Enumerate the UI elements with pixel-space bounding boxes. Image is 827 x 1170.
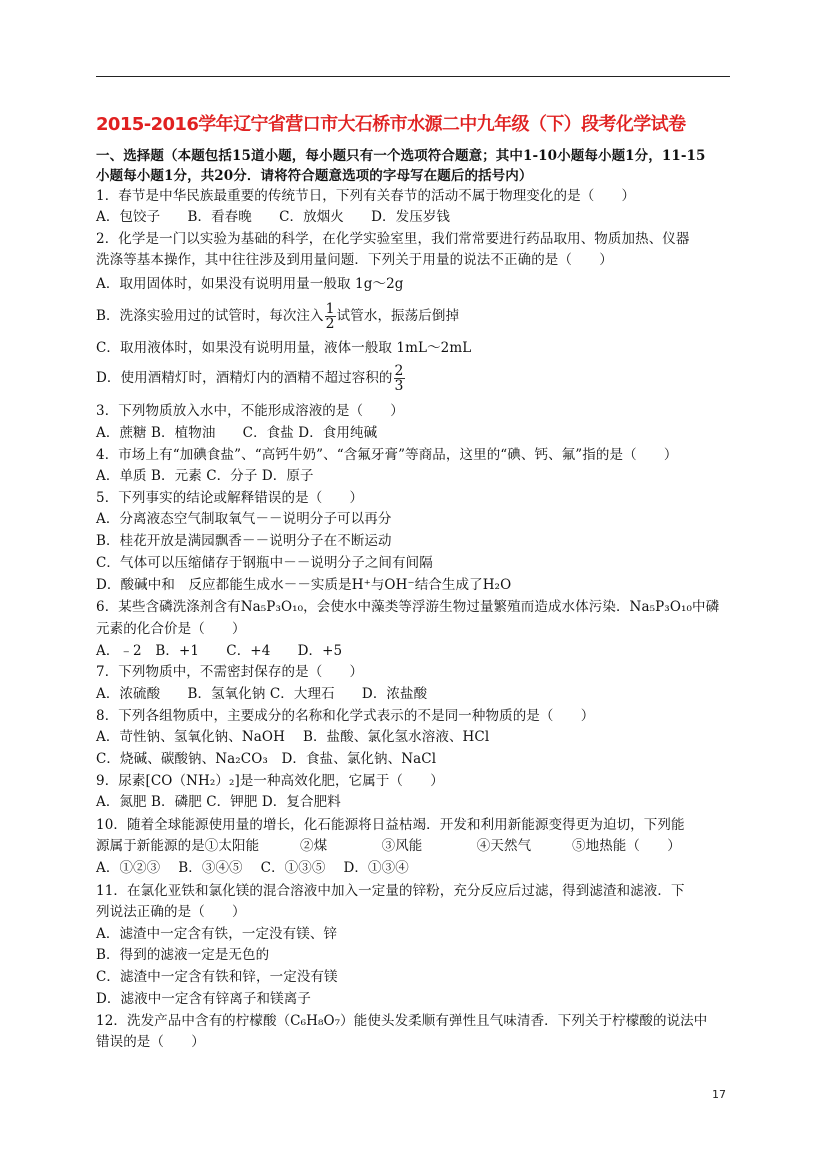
question-8: 8．下列各组物质中，主要成分的名称和化学式表示的不是同一种物质的是（ ） xyxy=(96,708,595,724)
q6-options: A．﹣2 B．+1 C．+4 D．+5 xyxy=(96,643,343,659)
fraction-one-half xyxy=(325,302,336,331)
section-heading-line1: 一、选择题（本题包括15道小题，每小题只有一个选项符合题意；其中1-10小题每小题1分，11-15 xyxy=(96,148,706,164)
fraction-denominator: 2 xyxy=(325,316,335,332)
question-10-line1: 10．随着全球能源使用量的增长，化石能源将日益枯竭．开发和利用新能源变得更为迫切，下列能 xyxy=(96,817,685,833)
page-title: 2015-2016学年辽宁省营口市大石桥市水源二中九年级（下）段考化学试卷 xyxy=(96,114,686,135)
question-11-line1: 11．在氯化亚铁和氯化镁的混合溶液中加入一定量的锌粉，充分反应后过滤，得到滤渣和滤液．下 xyxy=(96,883,685,899)
q2-option-a: A．取用固体时，如果没有说明用量一般取 1g～2g xyxy=(96,276,404,292)
q4-options: A．单质 B．元素 C．分子 D．原子 xyxy=(96,468,314,484)
q10-options: A．①②③ B．③④⑤ C．①③⑤ D．①③④ xyxy=(96,860,409,876)
section-heading-line2: 小题每小题1分，共20分．请将符合题意选项的字母写在题后的括号内） xyxy=(96,168,533,184)
question-6-line2: 元素的化合价是（ ） xyxy=(96,621,246,637)
fraction-denominator: 3 xyxy=(394,378,404,394)
question-3: 3．下列物质放入水中，不能形成溶液的是（ ） xyxy=(96,403,404,419)
q2-option-d-text: D．使用酒精灯时，酒精灯内的酒精不超过容积的 xyxy=(96,370,393,386)
q9-options: A．氮肥 B．磷肥 C．钾肥 D．复合肥料 xyxy=(96,794,341,810)
q11-option-c: C．滤渣中一定含有铁和锌，一定没有镁 xyxy=(96,969,338,985)
q2-option-b-text: B．洗涤实验用过的试管时，每次注入 xyxy=(96,308,324,324)
header-rule xyxy=(96,76,730,77)
question-1: 1．春节是中华民族最重要的传统节日，下列有关春节的活动不属于物理变化的是（ ） xyxy=(96,188,636,204)
q2-option-c: C．取用液体时，如果没有说明用量，液体一般取 1mL～2mL xyxy=(96,340,472,356)
question-7: 7．下列物质中，不需密封保存的是（ ） xyxy=(96,664,364,680)
q2-option-d xyxy=(96,364,736,393)
q7-options: A．浓硫酸 B．氢氧化钠 C．大理石 D．浓盐酸 xyxy=(96,686,428,702)
fraction-two-thirds xyxy=(394,364,405,393)
question-10-line2: 源属于新能源的是①太阳能 ②煤 ③风能 ④天然气 ⑤地热能（ ） xyxy=(96,838,681,854)
q2-option-b-text-end: 试管水，振荡后倒掉 xyxy=(336,308,460,324)
page-number: 17 xyxy=(712,1088,726,1101)
q2-option-b xyxy=(96,302,736,331)
q1-options: A．包饺子 B．看春晚 C．放烟火 D．发压岁钱 xyxy=(96,209,451,225)
fraction-numerator: 1 xyxy=(325,301,335,317)
q5-option-a: A．分离液态空气制取氧气－－说明分子可以再分 xyxy=(96,511,392,527)
question-2-line1: 2．化学是一门以实验为基础的科学，在化学实验室里，我们常常要进行药品取用、物质加热、仪器 xyxy=(96,231,690,247)
q5-option-d: D．酸碱中和 反应都能生成水－－实质是H⁺与OH⁻结合生成了H₂O xyxy=(96,577,512,593)
question-11-line2: 列说法正确的是（ ） xyxy=(96,904,246,920)
fraction-numerator: 2 xyxy=(394,363,404,379)
question-6-line1: 6．某些含磷洗涤剂含有Na₅P₃O₁₀，会使水中藻类等浮游生物过量繁殖而造成水体污染．Na₅P₃O₁₀中磷 xyxy=(96,599,720,615)
q5-option-b: B．桂花开放是满园飘香－－说明分子在不断运动 xyxy=(96,533,392,549)
question-4: 4．市场上有“加碘食盐”、“高钙牛奶”、“含氟牙膏”等商品，这里的“碘、钙、氟”指的是（ ） xyxy=(96,447,678,463)
q8-options-cd: C．烧碱、碳酸钠、Na₂CO₃ D．食盐、氯化钠、NaCl xyxy=(96,751,437,767)
question-9: 9．尿素[CO（NH₂）₂]是一种高效化肥，它属于（ ） xyxy=(96,773,444,789)
question-2-line2: 洗涤等基本操作，其中往往涉及到用量问题．下列关于用量的说法不正确的是（ ） xyxy=(96,252,613,268)
q3-options: A．蔗糖 B．植物油 C．食盐 D．食用纯碱 xyxy=(96,425,378,441)
q11-option-b: B．得到的滤液一定是无色的 xyxy=(96,947,270,963)
q5-option-c: C．气体可以压缩储存于钢瓶中－－说明分子之间有间隔 xyxy=(96,555,433,571)
q11-option-d: D．滤液中一定含有锌离子和镁离子 xyxy=(96,991,311,1007)
question-12-line2: 错误的是（ ） xyxy=(96,1034,205,1050)
question-5: 5．下列事实的结论或解释错误的是（ ） xyxy=(96,490,364,506)
q11-option-a: A．滤渣中一定含有铁，一定没有镁、锌 xyxy=(96,926,338,942)
q8-options-ab: A．苛性钠、氢氧化钠、NaOH B．盐酸、氯化氢水溶液、HCl xyxy=(96,729,490,745)
question-12-line1: 12．洗发产品中含有的柠檬酸（C₆H₈O₇）能使头发柔顺有弹性且气味清香．下列关于柠檬酸的说法中 xyxy=(96,1013,708,1029)
